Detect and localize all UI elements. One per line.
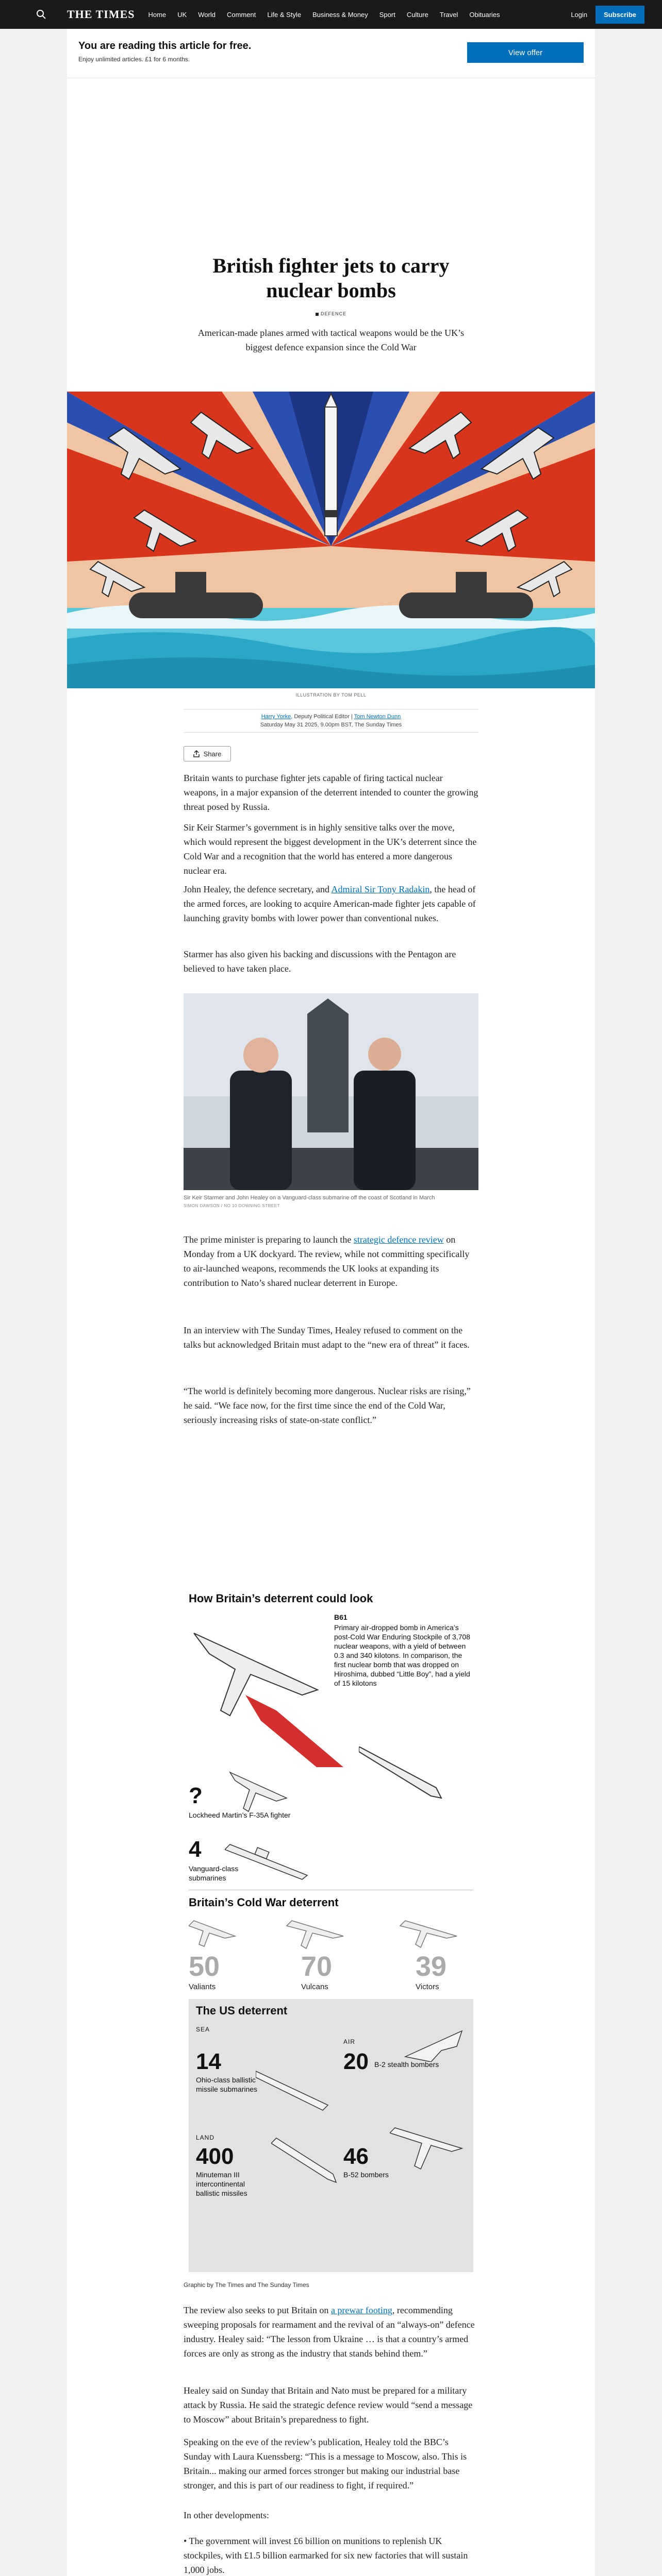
nav-link-culture[interactable]: Culture — [406, 10, 428, 19]
nav-link-sport[interactable]: Sport — [379, 10, 395, 19]
deterrent-graphic — [184, 1592, 478, 2275]
paragraph-4: Starmer has also given his backing and discussions with the Pentagon are believed to have taken place. — [184, 949, 456, 974]
paragraph-5 — [184, 1232, 478, 1290]
link-strategic-defence-review[interactable]: strategic defence review — [353, 1234, 444, 1245]
b61-title: B61 — [334, 1613, 347, 1621]
nav-link-world[interactable]: World — [198, 10, 216, 19]
banner-subtitle: Enjoy unlimited articles. £1 for 6 months. — [78, 56, 190, 63]
nav-link-life-style[interactable]: Life & Style — [267, 10, 302, 19]
topic-tag[interactable] — [305, 311, 357, 316]
b52-label: B-52 bombers — [343, 2171, 389, 2179]
subs-number: 4 — [189, 1837, 202, 1862]
login-link[interactable]: Login — [571, 10, 588, 19]
publish-date: Saturday May 31 2025, 9.00pm BST, The Sunday Times — [260, 722, 402, 728]
b2-bomber-drawing — [400, 2026, 467, 2062]
valiants-label: Valiants — [189, 1982, 216, 1991]
photo1-caption — [184, 1194, 478, 1210]
cold-war-bombers-drawing — [189, 1916, 473, 1952]
f35-small-drawing — [225, 1767, 297, 1814]
p3-text-a: John Healey, the defence secretary, and — [184, 884, 332, 894]
p3-text-b: , the head of the armed forces, are looking to acquire American-made fighter jets capable of launching gravity bombs with lower power than conventional nukes. — [184, 884, 476, 923]
p5-text-b: on Monday from a UK dockyard. The review, while not committing specifically to air-launched weapons, recommends the UK looks at expanding its contribution to Nato’s shared nuclear deterrent in Europe. — [184, 1234, 470, 1288]
subscribe-button[interactable]: Subscribe — [595, 6, 644, 24]
paragraph-10: Speaking on the eve of the review’s publication, Healey told the BBC’s Sunday with Laura Kuenssberg: “This is a message to Moscow, also. This is Britain... making our armed forces stronger but making our industrial base stronger, and this is part of our readiness to fight, if required.” — [184, 2437, 467, 2490]
victors-number: 39 — [416, 1951, 447, 1982]
paragraph-3 — [184, 882, 478, 925]
graphic-credit: Graphic by The Times and The Sunday Times — [184, 2281, 309, 2289]
graphic-title-2: Britain’s Cold War deterrent — [189, 1896, 339, 1909]
author-role: , Deputy Political Editor | — [291, 714, 354, 720]
land-label: LAND — [196, 2134, 215, 2141]
b2-number: 20 — [343, 2049, 369, 2074]
vulcans-number: 70 — [301, 1951, 333, 1982]
nav-link-travel[interactable]: Travel — [439, 10, 458, 19]
b52-number: 46 — [343, 2144, 369, 2169]
ohio-label: Ohio-class ballistic missile submarines — [196, 2076, 258, 2093]
us-deterrent-box — [189, 1999, 473, 2272]
top-navigation — [0, 0, 662, 29]
nav-link-comment[interactable]: Comment — [226, 10, 256, 19]
q-mark: ? — [189, 1783, 203, 1808]
paywall-banner — [67, 29, 595, 78]
hero-caption: ILLUSTRATION BY TOM PELL — [295, 692, 367, 698]
p5-text-a: The prime minister is preparing to launch the — [184, 1234, 354, 1245]
sea-label: SEA — [196, 2026, 210, 2033]
topic-label: DEFENCE — [320, 311, 346, 316]
nav-link-home[interactable]: Home — [148, 10, 167, 19]
share-button[interactable] — [184, 746, 231, 761]
share-icon — [193, 750, 200, 757]
paragraph-1: Britain wants to purchase fighter jets capable of firing tactical nuclear weapons, in a major expansion of the deterrent intended to counter the growing threat posed by Russia. — [184, 773, 478, 812]
link-prewar-footing[interactable]: a prewar footing — [330, 2305, 392, 2315]
minuteman-number: 400 — [196, 2144, 234, 2169]
minuteman-missile-drawing — [271, 2133, 343, 2184]
b2-label: B-2 stealth bombers — [374, 2060, 439, 2069]
f35-label: Lockheed Martin’s F-35A fighter — [189, 1811, 291, 1819]
p8-text-a: The review also seeks to put Britain on — [184, 2305, 331, 2315]
ohio-number: 14 — [196, 2049, 221, 2074]
paragraph-11: In other developments: — [184, 2510, 269, 2520]
site-logo[interactable]: THE TIMES — [67, 8, 135, 21]
paragraph-8 — [184, 2303, 478, 2361]
victors-label: Victors — [416, 1982, 439, 1991]
f35-jet-drawing — [189, 1613, 343, 1767]
subs-label: Vanguard-class submarines — [189, 1865, 239, 1882]
developments-list — [184, 2534, 478, 2576]
b52-bomber-drawing — [390, 2123, 467, 2174]
banner-title: You are reading this article for free. — [78, 40, 252, 52]
vulcans-label: Vulcans — [301, 1982, 328, 1991]
photo1-credit: SIMON DAWSON / NO 10 DOWNING STREET — [184, 1204, 280, 1208]
graphic-title-1: How Britain’s deterrent could look — [189, 1592, 373, 1605]
bullet-1: • The government will invest £6 billion on munitions to replenish UK stockpiles, with £1.5 billion earmarked for six new factories that will sustain 1,000 jobs. — [184, 2536, 468, 2575]
paragraph-9: Healey said on Sunday that Britain and Nato must be prepared for a military attack by Russia. He said the strategic defence review would “send a message to Moscow” about Britain’s preparedness to fight. — [184, 2385, 473, 2425]
b61-description: Primary air-dropped bomb in America’s post-Cold War Enduring Stockpile of 3,708 nuclear weapons, with a yield of between 0.3 and 340 kilotons. In comparison, the first nuclear bomb that was dropped on Hiroshima, dubbed “Little Boy”, had a yield of 15 kilotons — [334, 1623, 471, 1687]
minuteman-label: Minuteman III intercontinental ballistic missiles — [196, 2171, 247, 2197]
p8-text-b: , recommending sweeping proposals for rearmament and the revival of an “always-on” defence industry. Healey said: “The lesson from Ukraine … is that a country’s armed forces are only as strong as the industry that stands behind them.” — [184, 2305, 475, 2359]
air-label: AIR — [343, 2038, 356, 2045]
graphic-title-3: The US deterrent — [196, 2004, 288, 2017]
ohio-sub-drawing — [256, 2066, 333, 2112]
nav-link-obituaries[interactable]: Obituaries — [469, 10, 500, 19]
valiants-number: 50 — [189, 1951, 220, 1982]
article — [67, 78, 595, 2576]
photo1-caption-text: Sir Keir Starmer and John Healey on a Vanguard-class submarine off the coast of Scotland in March — [184, 1195, 435, 1201]
nav-link-uk[interactable]: UK — [177, 10, 187, 19]
paragraph-2: Sir Keir Starmer’s government is in highly sensitive talks over the move, which would represent the biggest development in the UK’s deterrent since the Cold War and a recognition that the world has entered a more dangerous nuclear era. — [184, 822, 477, 876]
share-label: Share — [203, 750, 222, 758]
nav-links — [148, 11, 500, 19]
search-icon[interactable] — [36, 9, 46, 20]
link-radakin[interactable]: Admiral Sir Tony Radakin — [331, 884, 430, 894]
paragraph-6: In an interview with The Sunday Times, Healey refused to comment on the talks but acknowledged Britain must adapt to the “new era of threat” it faces. — [184, 1325, 470, 1350]
view-offer-button[interactable]: View offer — [467, 42, 584, 63]
photo-starmer-healey — [184, 993, 478, 1190]
paragraph-7: “The world is definitely becoming more dangerous. Nuclear risks are rising,” he said. “We face now, for the first time since the end of the Cold War, seriously increasing risks of state-on-state conflict.” — [184, 1386, 471, 1425]
byline — [184, 709, 478, 733]
author-link-2[interactable]: Tom Newton Dunn — [354, 714, 401, 720]
author-link-1[interactable]: Harry Yorke — [261, 714, 291, 720]
b61-bomb-drawing — [359, 1747, 446, 1803]
headline: British fighter jets to carry nuclear bombs — [212, 254, 450, 302]
hero-illustration — [67, 392, 595, 688]
topic-square-icon — [316, 313, 319, 316]
nav-link-business[interactable]: Business & Money — [312, 10, 368, 19]
standfirst: American-made planes armed with tactical weapons would be the UK’s biggest defence expansion since the Cold War — [197, 328, 465, 352]
